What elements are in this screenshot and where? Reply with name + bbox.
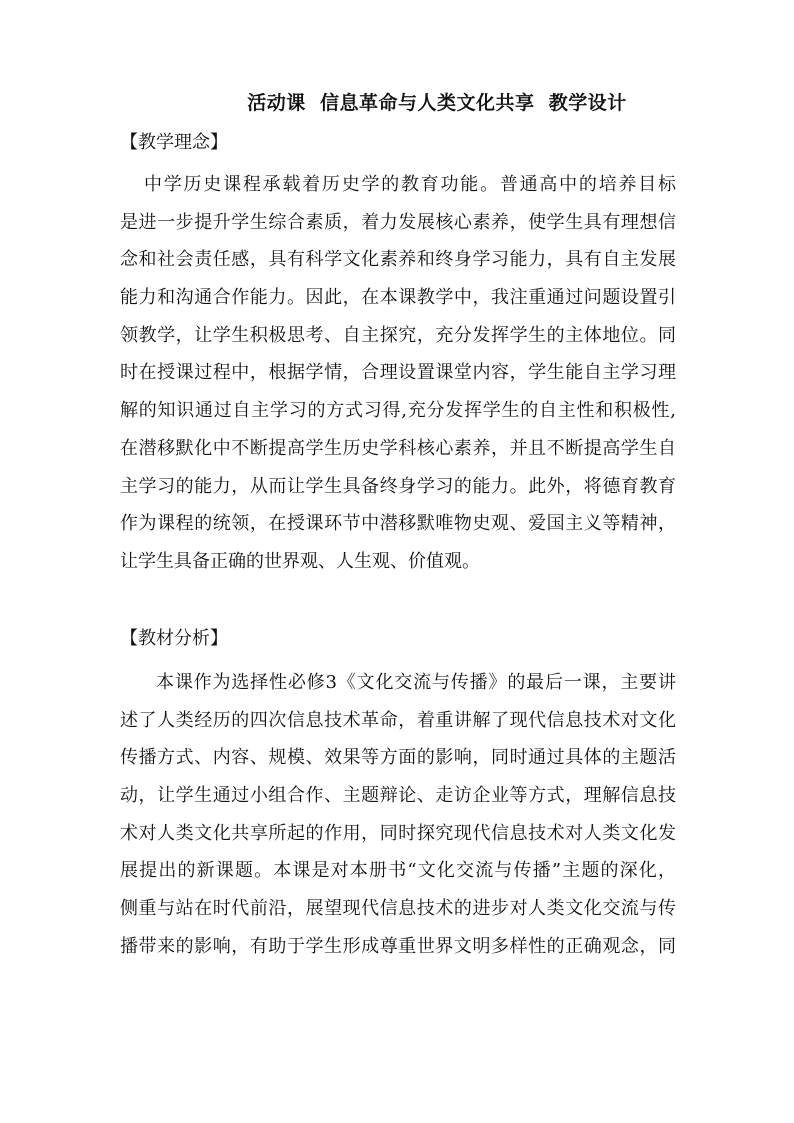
paragraph-line: 是进一步提升学生综合素质，着力发展核心素养，使学生具有理想信 bbox=[120, 211, 676, 233]
paragraph-line: 中学历史课程承载着历史学的教育功能。普通高中的培养目标 bbox=[144, 174, 676, 195]
paragraph-line: 本课作为选择性必修3《文化交流与传播》的最后一课，主要讲 bbox=[156, 672, 676, 693]
paragraph-line: 能力和沟通合作能力。因此，在本课教学中，我注重通过问题设置引 bbox=[120, 287, 676, 309]
paragraph-line: 让学生具备正确的世界观、人生观、价值观。 bbox=[120, 550, 480, 572]
paragraph-line: 主学习的能力，从而让学生具备终身学习的能力。此外，将德育教育 bbox=[120, 475, 676, 497]
paragraph-line: 时在授课过程中，根据学情，合理设置课堂内容，学生能自主学习理 bbox=[120, 362, 676, 384]
paragraph-textbook-analysis bbox=[120, 664, 676, 966]
paragraph-line: 领教学，让学生积极思考、自主探究，充分发挥学生的主体地位。同 bbox=[120, 324, 676, 346]
paragraph-line: 作为课程的统领，在授课环节中潜移默唯物史观、爱国主义等精神， bbox=[120, 513, 676, 535]
paragraph-line: 播带来的影响，有助于学生形成尊重世界文明多样性的正确观念，同 bbox=[120, 935, 676, 957]
document-title: 活动课 信息革命与人类文化共享 教学设计 bbox=[247, 92, 627, 114]
paragraph-line: 解的知识通过自主学习的方式习得,充分发挥学生的自主性和积极性, bbox=[120, 400, 676, 422]
paragraph-line: 在潜移默化中不断提高学生历史学科核心素养，并且不断提高学生自 bbox=[120, 437, 676, 459]
paragraph-line: 展提出的新课题。本课是对本册书“文化交流与传播”主题的深化， bbox=[120, 860, 676, 882]
paragraph-line: 传播方式、内容、规模、效果等方面的影响，同时通过具体的主题活 bbox=[120, 747, 676, 769]
paragraph-line: 念和社会责任感，具有科学文化素养和终身学习能力，具有自主发展 bbox=[120, 249, 676, 271]
paragraph-line: 术对人类文化共享所起的作用，同时探究现代信息技术对人类文化发 bbox=[120, 822, 676, 844]
section-heading-textbook-analysis: 【教材分析】 bbox=[120, 628, 228, 649]
paragraph-line: 动，让学生通过小组合作、主题辩论、走访企业等方式，理解信息技 bbox=[120, 785, 676, 807]
paragraph-teaching-philosophy bbox=[120, 166, 676, 581]
paragraph-line: 述了人类经历的四次信息技术革命，着重讲解了现代信息技术对文化 bbox=[120, 709, 676, 731]
section-heading-teaching-philosophy: 【教学理念】 bbox=[120, 132, 228, 153]
paragraph-line: 侧重与站在时代前沿，展望现代信息技术的进步对人类文化交流与传 bbox=[120, 898, 676, 920]
